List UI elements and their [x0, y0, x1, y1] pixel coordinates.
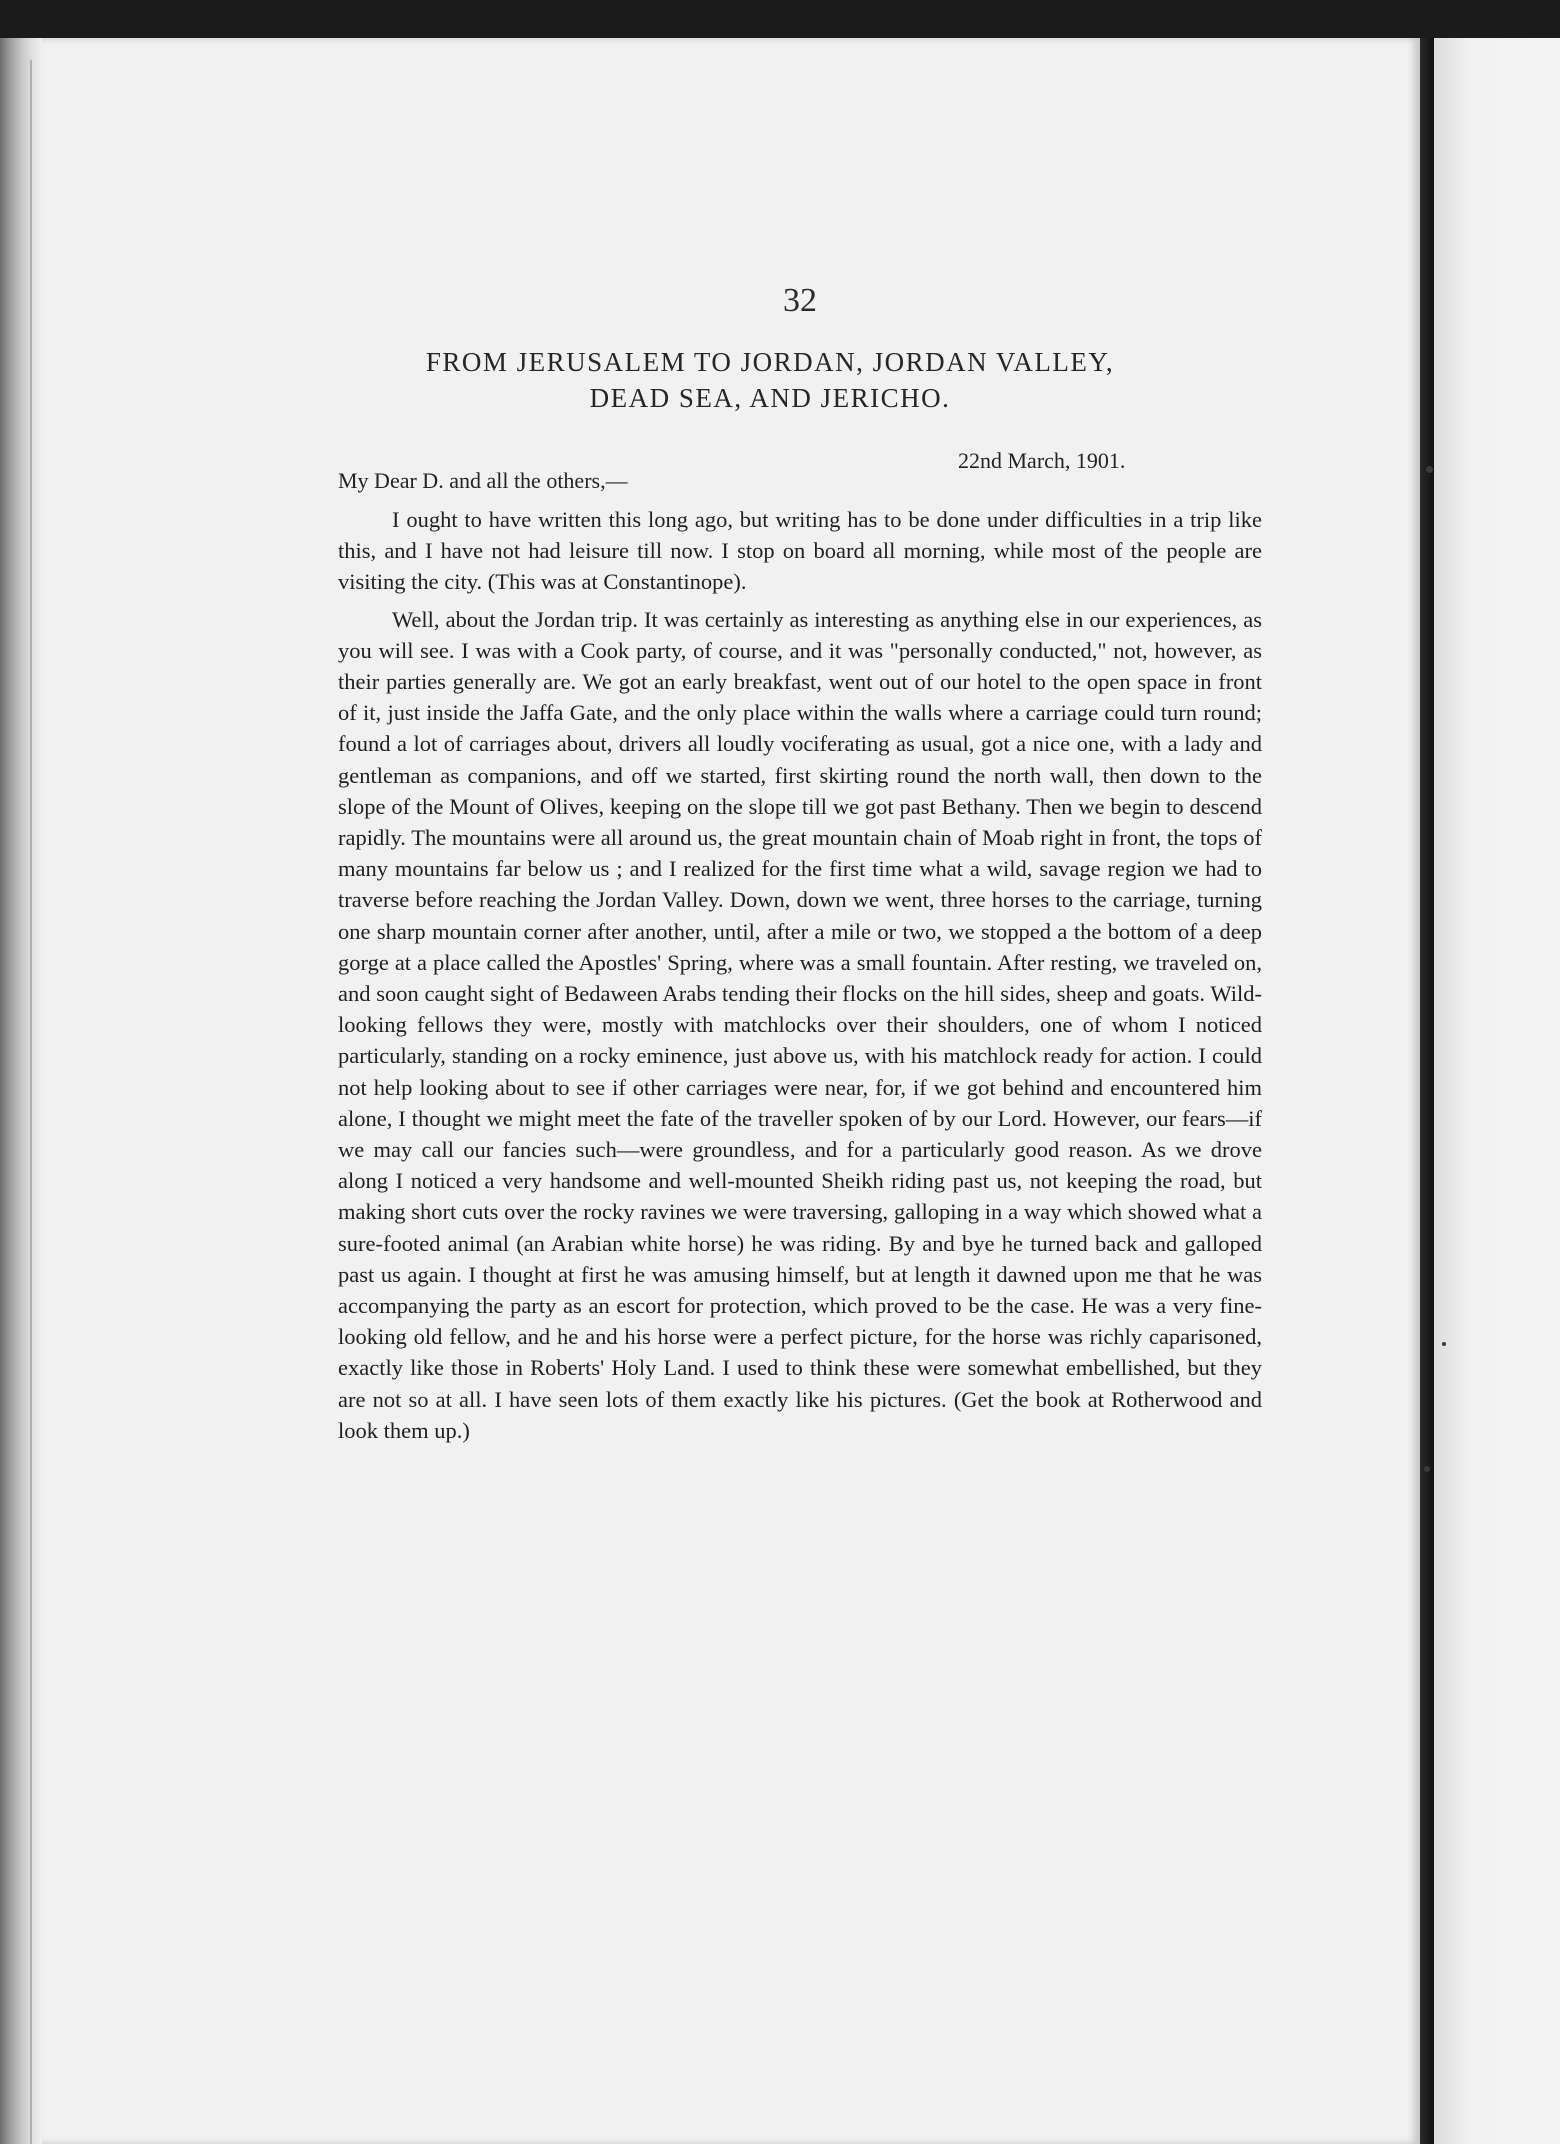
letter-body: [338, 504, 1262, 1452]
book-binding-edge: [0, 38, 42, 2144]
paragraph: Well, about the Jordan trip. It was certainly as interesting as anything else in our experiences, as you will see. I was with a Cook party, of course, and it was "personally conducted," not, however, as their parties generally are. We got an early breakfast, went out of our hotel to the open space in front of it, just inside the Jaffa Gate, and the only place within the walls where a carriage could turn round; found a lot of carriages about, drivers all loudly vociferating as usual, got a nice one, with a lady and gentleman as companions, and off we started, first skirting round the north wall, then down to the slope of the Mount of Olives, keeping on the slope till we got past Bethany. Then we begin to descend rapidly. The mountains were all around us, the great mountain chain of Moab right in front, the tops of many mountains far below us ; and I realized for the first time what a wild, savage region we had to traverse before reaching the Jordan Valley. Down, down we went, three horses to the carriage, turning one sharp mountain corner after another, until, after a mile or two, we stopped a the bottom of a deep gorge at a place called the Apostles' Spring, where was a small fountain. After resting, we traveled on, and soon caught sight of Bedaween Arabs tending their flocks on the hill sides, sheep and goats. Wild-looking fellows they were, mostly with matchlocks over their shoulders, one of whom I noticed particularly, standing on a rocky eminence, just above us, with his matchlock ready for action. I could not help looking about to see if other carriages were near, for, if we got behind and encountered him alone, I thought we might meet the fate of the traveller spoken of by our Lord. However, our fears—if we may call our fancies such—were groundless, and for a particularly good reason. As we drove along I noticed a very handsome and well-mounted Sheikh riding past us, not keeping the road, but making short cuts over the rocky ravines we were traversing, galloping in a way which showed what a sure-footed animal (an Arabian white horse) he was riding. By and bye he turned back and galloped past us again. I thought at first he was amusing himself, but at length it dawned upon me that he was accompanying the party as an escort for protection, which proved to be the case. He was a very fine-looking old fellow, and he and his horse were a perfect picture, for the horse was richly caparisoned, exactly like those in Roberts' Holy Land. I used to think these were somewhat embellished, but they are not so at all. I have seen lots of them exactly like his pictures. (Get the book at Rotherwood and look them up.): [338, 606, 1262, 1443]
page-gutter-shadow: [1420, 38, 1434, 2144]
chapter-heading-line-2: DEAD SEA, AND JERICHO.: [589, 383, 951, 413]
adjacent-page-edge: [1434, 38, 1560, 2144]
chapter-heading: [340, 344, 1200, 416]
scan-top-border: [0, 0, 1560, 40]
paragraph: I ought to have written this long ago, but writing has to be done under difficulties in a trip like this, and I have not had leisure till now. I stop on board all morning, while most of the people are visiting the city. (This was at Constantinope).: [338, 507, 1262, 595]
page-number: 32: [783, 282, 817, 319]
letter-date: 22nd March, 1901.: [958, 448, 1126, 473]
letter-salutation: My Dear D. and all the others,—: [338, 468, 628, 493]
binding-line: [30, 60, 32, 2144]
chapter-heading-line-1: FROM JERUSALEM TO JORDAN, JORDAN VALLEY,: [425, 347, 1115, 377]
scan-speck: [1426, 466, 1433, 473]
scan-speck: [1424, 1466, 1430, 1472]
scan-speck: [1442, 1342, 1446, 1346]
